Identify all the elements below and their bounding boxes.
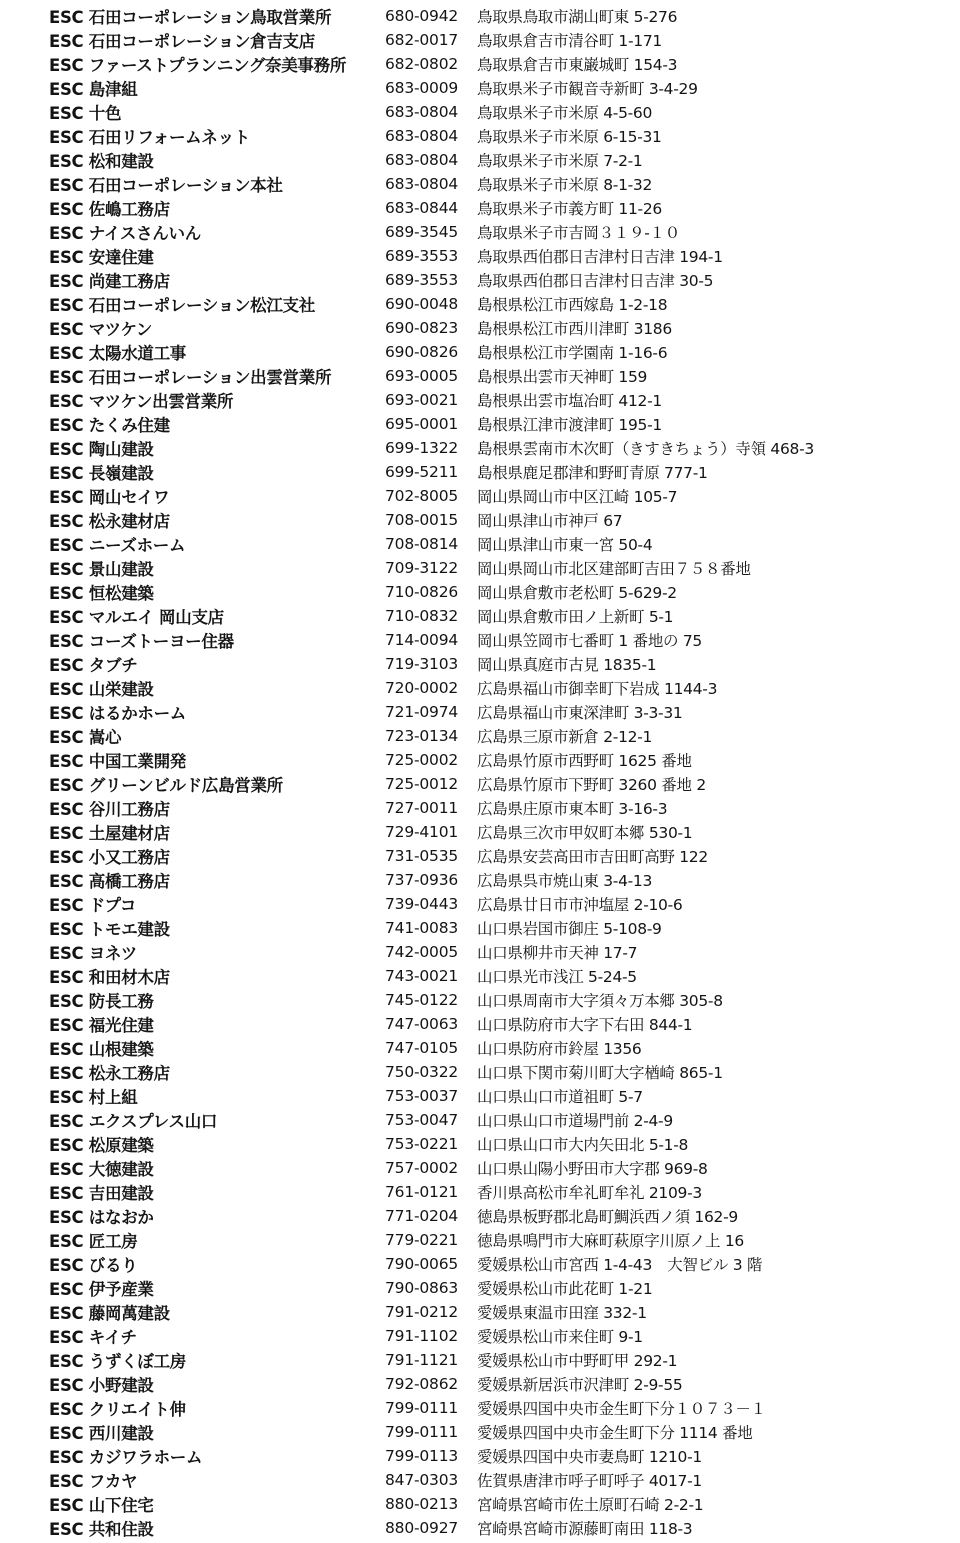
postal-code: 847-0303 (385, 1471, 459, 1489)
postal-code: 792-0862 (385, 1375, 459, 1393)
dealer-name: ESC びるり (49, 1256, 138, 1275)
postal-code: 880-0213 (385, 1495, 459, 1513)
list-row (0, 1108, 960, 1132)
address: 島根県出雲市天神町 159 (477, 368, 648, 386)
dealer-name: ESC 藤岡萬建設 (49, 1304, 170, 1323)
address: 愛媛県松山市来住町 9-1 (477, 1328, 643, 1346)
dealer-name: ESC 嵩心 (49, 728, 122, 747)
address: 広島県福山市東深津町 3-3-31 (477, 704, 683, 722)
postal-code: 779-0221 (385, 1231, 459, 1249)
list-row (0, 1156, 960, 1180)
address: 岡山県真庭市古見 1835-1 (477, 656, 657, 674)
address: 広島県福山市御幸町下岩成 1144-3 (477, 680, 718, 698)
list-row (0, 1468, 960, 1492)
postal-code: 683-0009 (385, 79, 459, 97)
list-row (0, 388, 960, 412)
postal-code: 683-0804 (385, 127, 459, 145)
postal-code: 731-0535 (385, 847, 459, 865)
address: 鳥取県米子市吉岡３１９-１０ (477, 224, 680, 242)
list-row (0, 484, 960, 508)
address: 徳島県鳴門市大麻町萩原字川原ノ上 16 (477, 1232, 744, 1250)
address: 愛媛県松山市此花町 1-21 (477, 1280, 653, 1298)
postal-code: 753-0221 (385, 1135, 459, 1153)
dealer-name: ESC ヨネツ (49, 944, 137, 963)
list-row (0, 1084, 960, 1108)
address: 佐賀県唐津市呼子町呼子 4017-1 (477, 1472, 702, 1490)
list-row (0, 4, 960, 28)
dealer-name: ESC 共和住設 (49, 1520, 154, 1539)
address: 宮崎県宮崎市源藤町南田 118-3 (477, 1520, 693, 1538)
postal-code: 710-0826 (385, 583, 459, 601)
postal-code: 790-0065 (385, 1255, 459, 1273)
list-row (0, 1516, 960, 1540)
dealer-name: ESC ニーズホーム (49, 536, 186, 555)
dealer-name: ESC クリエイト伸 (49, 1400, 186, 1419)
address: 広島県廿日市市沖塩屋 2-10-6 (477, 896, 683, 914)
dealer-name: ESC 和田材木店 (49, 968, 170, 987)
postal-code: 742-0005 (385, 943, 459, 961)
postal-code: 729-4101 (385, 823, 459, 841)
list-row (0, 1444, 960, 1468)
address: 宮崎県宮崎市佐土原町石崎 2-2-1 (477, 1496, 704, 1514)
postal-code: 741-0083 (385, 919, 459, 937)
address: 広島県庄原市東本町 3-16-3 (477, 800, 668, 818)
postal-code: 682-0017 (385, 31, 459, 49)
postal-code: 690-0048 (385, 295, 459, 313)
address: 山口県柳井市天神 17-7 (477, 944, 638, 962)
address: 岡山県津山市東一宮 50-4 (477, 536, 653, 554)
address: 山口県防府市鈴屋 1356 (477, 1040, 642, 1058)
dealer-name: ESC ファーストプランニング奈美事務所 (49, 56, 347, 75)
list-row (0, 100, 960, 124)
postal-code: 791-1102 (385, 1327, 459, 1345)
address: 愛媛県四国中央市金生町下分１０７３－１ (477, 1400, 766, 1418)
dealer-name: ESC コーズトーヨー住器 (49, 632, 234, 651)
address: 山口県光市浅江 5-24-5 (477, 968, 637, 986)
dealer-name: ESC 山栄建設 (49, 680, 154, 699)
postal-code: 683-0804 (385, 151, 459, 169)
address: 島根県鹿足郡津和野町青原 777-1 (477, 464, 708, 482)
postal-code: 683-0804 (385, 103, 459, 121)
dealer-name: ESC 石田コーポレーション鳥取営業所 (49, 8, 332, 27)
address: 鳥取県米子市米原 4-5-60 (477, 104, 653, 122)
list-row (0, 676, 960, 700)
list-row (0, 772, 960, 796)
address: 山口県山口市道祖町 5-7 (477, 1088, 643, 1106)
address: 鳥取県西伯郡日吉津村日吉津 30-5 (477, 272, 714, 290)
dealer-name: ESC 佐嶋工務店 (49, 200, 170, 219)
dealer-name: ESC 石田コーポレーション松江支社 (49, 296, 315, 315)
list-row (0, 1036, 960, 1060)
list-row (0, 1012, 960, 1036)
address: 香川県高松市牟礼町牟礼 2109-3 (477, 1184, 702, 1202)
address: 鳥取県倉吉市東巌城町 154-3 (477, 56, 678, 74)
dealer-name: ESC 石田リフォームネット (49, 128, 250, 147)
list-row (0, 1324, 960, 1348)
list-row (0, 940, 960, 964)
list-row (0, 292, 960, 316)
dealer-name: ESC 土屋建材店 (49, 824, 170, 843)
dealer-name: ESC タブチ (49, 656, 138, 675)
list-row (0, 1204, 960, 1228)
postal-code: 719-3103 (385, 655, 459, 673)
address: 鳥取県米子市米原 6-15-31 (477, 128, 662, 146)
list-row (0, 820, 960, 844)
list-row (0, 1252, 960, 1276)
postal-code: 761-0121 (385, 1183, 459, 1201)
dealer-name: ESC 小野建設 (49, 1376, 154, 1395)
address: 岡山県津山市神戸 67 (477, 512, 623, 530)
address: 島根県松江市学園南 1-16-6 (477, 344, 668, 362)
postal-code: 727-0011 (385, 799, 459, 817)
list-row (0, 124, 960, 148)
list-row (0, 76, 960, 100)
list-row (0, 964, 960, 988)
dealer-name: ESC キイチ (49, 1328, 137, 1347)
address: 徳島県板野郡北島町鯛浜西ノ須 162-9 (477, 1208, 738, 1226)
list-row (0, 988, 960, 1012)
address: 愛媛県松山市宮西 1-4-43 大智ビル 3 階 (477, 1256, 763, 1274)
list-row (0, 532, 960, 556)
postal-code: 747-0063 (385, 1015, 459, 1033)
list-row (0, 28, 960, 52)
postal-code: 680-0942 (385, 7, 459, 25)
address: 山口県下関市菊川町大字楢崎 865-1 (477, 1064, 723, 1082)
postal-code: 737-0936 (385, 871, 459, 889)
list-row (0, 244, 960, 268)
postal-code: 702-8005 (385, 487, 459, 505)
address: 山口県岩国市御庄 5-108-9 (477, 920, 662, 938)
address: 島根県松江市西川津町 3186 (477, 320, 672, 338)
dealer-name: ESC マツケン出雲営業所 (49, 392, 234, 411)
postal-code: 714-0094 (385, 631, 459, 649)
list-row (0, 196, 960, 220)
dealer-name: ESC 松永建材店 (49, 512, 170, 531)
postal-code: 745-0122 (385, 991, 459, 1009)
address: 島根県江津市渡津町 195-1 (477, 416, 662, 434)
postal-code: 747-0105 (385, 1039, 459, 1057)
postal-code: 695-0001 (385, 415, 459, 433)
postal-code: 709-3122 (385, 559, 459, 577)
address: 広島県竹原市下野町 3260 番地 2 (477, 776, 706, 794)
address: 広島県呉市焼山東 3-4-13 (477, 872, 653, 890)
postal-code: 693-0021 (385, 391, 459, 409)
postal-code: 880-0927 (385, 1519, 459, 1537)
postal-code: 690-0826 (385, 343, 459, 361)
list-row (0, 1180, 960, 1204)
dealer-name: ESC 中国工業開発 (49, 752, 187, 771)
dealer-name: ESC ドプコ (49, 896, 137, 915)
dealer-name: ESC うずくぼ工房 (49, 1352, 187, 1371)
list-row (0, 412, 960, 436)
postal-code: 771-0204 (385, 1207, 459, 1225)
postal-code: 708-0015 (385, 511, 459, 529)
postal-code: 721-0974 (385, 703, 459, 721)
list-row (0, 1348, 960, 1372)
postal-code: 699-5211 (385, 463, 459, 481)
dealer-name: ESC 山下住宅 (49, 1496, 154, 1515)
postal-code: 690-0823 (385, 319, 459, 337)
dealer-name: ESC 西川建設 (49, 1424, 154, 1443)
list-row (0, 316, 960, 340)
list-row (0, 1492, 960, 1516)
dealer-name: ESC 石田コーポレーション本社 (49, 176, 283, 195)
dealer-name: ESC 松原建築 (49, 1136, 154, 1155)
dealer-name: ESC 吉田建設 (49, 1184, 154, 1203)
dealer-name: ESC 長嶺建設 (49, 464, 154, 483)
postal-code: 790-0863 (385, 1279, 459, 1297)
address: 岡山県岡山市中区江崎 105-7 (477, 488, 678, 506)
list-row (0, 52, 960, 76)
list-row (0, 700, 960, 724)
postal-code: 725-0002 (385, 751, 459, 769)
postal-code: 753-0037 (385, 1087, 459, 1105)
address: 愛媛県四国中央市妻鳥町 1210-1 (477, 1448, 702, 1466)
postal-code: 739-0443 (385, 895, 459, 913)
dealer-name: ESC 恒松建築 (49, 584, 154, 603)
address: 鳥取県西伯郡日吉津村日吉津 194-1 (477, 248, 723, 266)
postal-code: 699-1322 (385, 439, 459, 457)
dealer-name: ESC グリーンビルド広島営業所 (49, 776, 283, 795)
address: 岡山県倉敷市田ノ上新町 5-1 (477, 608, 674, 626)
postal-code: 708-0814 (385, 535, 459, 553)
dealer-name: ESC ナイスさんいん (49, 224, 201, 243)
dealer-name: ESC 石田コーポレーション出雲営業所 (49, 368, 332, 387)
list-row (0, 604, 960, 628)
list-row (0, 436, 960, 460)
list-row (0, 580, 960, 604)
list-row (0, 916, 960, 940)
address: 広島県竹原市西野町 1625 番地 (477, 752, 692, 770)
list-row (0, 748, 960, 772)
dealer-name: ESC マルエイ 岡山支店 (49, 608, 224, 627)
dealer-name: ESC はなおか (49, 1208, 154, 1227)
address: 広島県三次市甲奴町本郷 530-1 (477, 824, 693, 842)
dealer-name: ESC 松永工務店 (49, 1064, 170, 1083)
postal-code: 799-0113 (385, 1447, 459, 1465)
postal-code: 693-0005 (385, 367, 459, 385)
postal-code: 689-3553 (385, 271, 459, 289)
list-row (0, 172, 960, 196)
dealer-name: ESC 防長工務 (49, 992, 154, 1011)
dealer-name: ESC マツケン (49, 320, 153, 339)
dealer-name: ESC 松和建設 (49, 152, 154, 171)
address: 島根県雲南市木次町（きすきちょう）寺領 468-3 (477, 440, 814, 458)
dealer-name: ESC 小又工務店 (49, 848, 170, 867)
dealer-name: ESC 伊予産業 (49, 1280, 154, 1299)
address: 島根県松江市西嫁島 1-2-18 (477, 296, 668, 314)
address: 鳥取県鳥取市湖山町東 5-276 (477, 8, 678, 26)
postal-code: 753-0047 (385, 1111, 459, 1129)
postal-code: 689-3545 (385, 223, 459, 241)
postal-code: 683-0804 (385, 175, 459, 193)
list-row (0, 508, 960, 532)
list-row (0, 1276, 960, 1300)
dealer-name: ESC 十色 (49, 104, 122, 123)
address: 愛媛県東温市田窪 332-1 (477, 1304, 647, 1322)
postal-code: 723-0134 (385, 727, 459, 745)
address: 山口県山口市大内矢田北 5-1-8 (477, 1136, 689, 1154)
list-row (0, 340, 960, 364)
address: 岡山県倉敷市老松町 5-629-2 (477, 584, 677, 602)
dealer-name: ESC はるかホーム (49, 704, 187, 723)
postal-code: 757-0002 (385, 1159, 459, 1177)
dealer-name: ESC たくみ住建 (49, 416, 170, 435)
dealer-name: ESC 谷川工務店 (49, 800, 170, 819)
dealer-name: ESC 太陽水道工事 (49, 344, 187, 363)
address: 山口県山陽小野田市大字郡 969-8 (477, 1160, 708, 1178)
postal-code: 750-0322 (385, 1063, 459, 1081)
list-row (0, 220, 960, 244)
list-row (0, 364, 960, 388)
list-row (0, 1228, 960, 1252)
list-row (0, 652, 960, 676)
address: 山口県周南市大字須々万本郷 305-8 (477, 992, 723, 1010)
dealer-name: ESC 福光住建 (49, 1016, 154, 1035)
dealer-name: ESC 陶山建設 (49, 440, 154, 459)
address: 岡山県笠岡市七番町 1 番地の 75 (477, 632, 702, 650)
address: 愛媛県松山市中野町甲 292-1 (477, 1352, 678, 1370)
dealer-name: ESC 石田コーポレーション倉吉支店 (49, 32, 315, 51)
postal-code: 799-0111 (385, 1399, 459, 1417)
list-row (0, 1060, 960, 1084)
dealer-name: ESC 尚建工務店 (49, 272, 170, 291)
address: 鳥取県米子市義方町 11-26 (477, 200, 662, 218)
postal-code: 799-0111 (385, 1423, 459, 1441)
address: 鳥取県米子市観音寺新町 3-4-29 (477, 80, 698, 98)
address: 広島県安芸高田市吉田町高野 122 (477, 848, 708, 866)
address: 鳥取県米子市米原 7-2-1 (477, 152, 643, 170)
list-row (0, 268, 960, 292)
dealer-name: ESC フカヤ (49, 1472, 138, 1491)
list-row (0, 868, 960, 892)
address: 広島県三原市新倉 2-12-1 (477, 728, 653, 746)
address: 山口県山口市道場門前 2-4-9 (477, 1112, 673, 1130)
dealer-name: ESC 村上組 (49, 1088, 138, 1107)
address: 愛媛県新居浜市沢津町 2-9-55 (477, 1376, 683, 1394)
list-row (0, 628, 960, 652)
postal-code: 720-0002 (385, 679, 459, 697)
list-row (0, 556, 960, 580)
postal-code: 725-0012 (385, 775, 459, 793)
list-row (0, 1396, 960, 1420)
dealer-name: ESC エクスプレス山口 (49, 1112, 218, 1131)
dealer-name: ESC 山根建築 (49, 1040, 154, 1059)
postal-code: 689-3553 (385, 247, 459, 265)
dealer-name: ESC 島津組 (49, 80, 138, 99)
list-row (0, 1132, 960, 1156)
postal-code: 710-0832 (385, 607, 459, 625)
list-row (0, 796, 960, 820)
address: 鳥取県米子市米原 8-1-32 (477, 176, 653, 194)
address: 島根県出雲市塩冶町 412-1 (477, 392, 662, 410)
dealer-name: ESC カジワラホーム (49, 1448, 203, 1467)
dealer-name: ESC 匠工房 (49, 1232, 138, 1251)
postal-code: 791-0212 (385, 1303, 459, 1321)
address: 鳥取県倉吉市清谷町 1-171 (477, 32, 662, 50)
dealer-name: ESC トモエ建設 (49, 920, 170, 939)
postal-code: 791-1121 (385, 1351, 459, 1369)
dealer-name: ESC 安達住建 (49, 248, 154, 267)
list-row (0, 1420, 960, 1444)
dealer-list (0, 4, 960, 1540)
postal-code: 743-0021 (385, 967, 459, 985)
address: 愛媛県四国中央市金生町下分 1114 番地 (477, 1424, 753, 1442)
list-row (0, 892, 960, 916)
postal-code: 683-0844 (385, 199, 459, 217)
list-row (0, 148, 960, 172)
list-row (0, 1300, 960, 1324)
dealer-name: ESC 高橋工務店 (49, 872, 170, 891)
list-row (0, 844, 960, 868)
dealer-name: ESC 大徳建設 (49, 1160, 154, 1179)
list-row (0, 1372, 960, 1396)
postal-code: 682-0802 (385, 55, 459, 73)
address: 山口県防府市大字下右田 844-1 (477, 1016, 693, 1034)
dealer-name: ESC 岡山セイワ (49, 488, 170, 507)
dealer-name: ESC 景山建設 (49, 560, 154, 579)
address: 岡山県岡山市北区建部町吉田７５８番地 (477, 560, 751, 578)
list-row (0, 460, 960, 484)
list-row (0, 724, 960, 748)
